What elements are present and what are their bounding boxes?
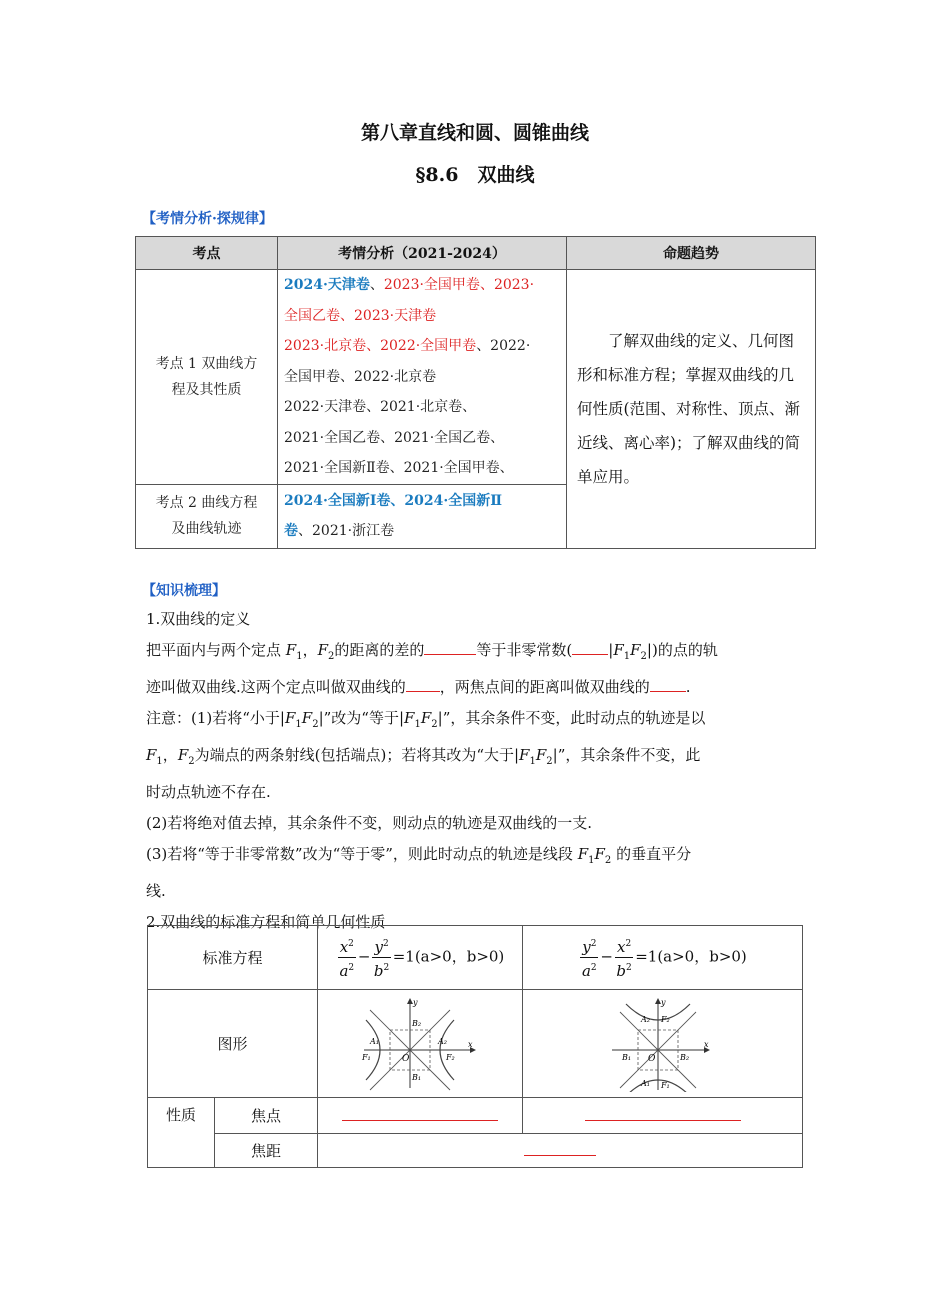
analysis-2-line-2: 卷、2021·浙江卷 <box>284 523 395 539</box>
section-title: §8.6 双曲线 <box>415 164 535 186</box>
analysis-2 <box>278 484 567 548</box>
source-segment: 2024·天津卷 <box>284 277 370 293</box>
k1-note-line-2: $F_1$，$F_2$为端点的两条射线(包括端点)；若将其改为“大于$|F_1F_2|$”，其余条件不变，此 <box>146 746 701 767</box>
svg-text:x: x <box>703 1039 709 1049</box>
source-segment: 全国乙卷 <box>284 307 340 324</box>
svg-text:y: y <box>660 997 666 1007</box>
hyperbola-vertical-figure <box>608 996 718 1092</box>
source-segment: 2023·北京卷 <box>284 338 367 354</box>
k1-title: 1.双曲线的定义 <box>146 610 251 628</box>
analysis-1-line-5: 2022·天津卷、2021·北京卷、 <box>284 399 477 415</box>
svg-text:O: O <box>402 1053 410 1064</box>
svg-text:F₁: F₁ <box>660 1080 670 1090</box>
analysis-1-line-2 <box>284 301 560 332</box>
trend-text: 了解双曲线的定义、几何图形和标准方程；掌握双曲线的几何性质(范围、对称性、顶点、渐近线、离心率)；了解双曲线的简单应用。 <box>567 270 816 549</box>
dist-blank <box>318 1134 803 1168</box>
row-prop-label: 性质 <box>148 1098 215 1168</box>
svg-text:B₂: B₂ <box>679 1052 689 1062</box>
chapter-title: 第八章直线和圆、圆锥曲线 <box>360 122 589 144</box>
source-segment: 、 <box>366 338 381 354</box>
source-segment: 、2022· <box>476 338 531 354</box>
eq-vertical: $\frac{y^2}{a^2}$ − $\frac{x^2}{b^2}$ =1(a>0，b>0) <box>523 926 803 990</box>
analysis-1 <box>278 270 567 485</box>
graph-vertical <box>523 990 803 1098</box>
col-header-analysis: 考情分析（2021-2024） <box>278 237 567 270</box>
col-header-point: 考点 <box>136 237 278 270</box>
hyperbola-horizontal-figure <box>360 996 480 1092</box>
analysis-heading: 【考情分析·探规律】 <box>142 211 273 227</box>
k1-note-line-5: (3)若将“等于非零常数”改为“等于零”，则此时动点的轨迹是线段 $F_1F_2$ 的垂直平分 <box>146 845 692 866</box>
k2-title: 2.双曲线的标准方程和简单几何性质 <box>146 913 386 931</box>
svg-text:F₂: F₂ <box>660 1014 670 1024</box>
analysis-1-line-1 <box>284 270 560 301</box>
source-segment: 2023· <box>493 277 535 293</box>
row-focus-label: 焦点 <box>215 1098 318 1134</box>
svg-text:F₁: F₁ <box>362 1052 371 1062</box>
source-segment: 2022·全国甲卷 <box>380 338 477 354</box>
source-segment: 2023·全国甲卷 <box>383 277 480 293</box>
k1-para-line-1: 把平面内与两个定点 $F_1$，$F_2$的距离的差的 等于非零常数( $|F_1F_2|$)的点的轨 <box>146 641 718 662</box>
source-segment: 、 <box>479 277 494 293</box>
knowledge-heading: 【知识梳理】 <box>142 583 226 599</box>
svg-text:A₂: A₂ <box>438 1036 447 1046</box>
analysis-1-line-4: 全国甲卷、2022·北京卷 <box>284 368 437 385</box>
svg-text:y: y <box>413 997 418 1007</box>
k1-note-line-3: 时动点轨迹不存在. <box>146 783 271 801</box>
analysis-1-line-3 <box>284 331 560 362</box>
svg-text:F₂: F₂ <box>446 1052 455 1062</box>
eq-horizontal: $\frac{x^2}{a^2}$ − $\frac{y^2}{b^2}$ =1(a>0，b>0) <box>318 926 523 990</box>
k1-note-line-4: (2)若将绝对值去掉，其余条件不变，则动点的轨迹是双曲线的一支. <box>146 814 593 832</box>
point-2: 考点 2 曲线方程及曲线轨迹 <box>136 484 278 548</box>
focus-blank-vertical <box>523 1098 803 1134</box>
svg-text:A₁: A₁ <box>640 1078 650 1088</box>
focus-blank-horizontal <box>318 1098 523 1134</box>
k1-note-line-6: 线. <box>146 882 166 900</box>
svg-text:B₂: B₂ <box>412 1018 422 1028</box>
graph-horizontal <box>318 990 523 1098</box>
svg-text:A₁: A₁ <box>370 1036 379 1046</box>
svg-text:A₂: A₂ <box>640 1014 650 1024</box>
source-segment: 、 <box>369 277 384 293</box>
point-1: 考点 1 双曲线方程及其性质 <box>136 270 278 485</box>
knowledge-section-1 <box>146 604 806 938</box>
row-std-label: 标准方程 <box>148 926 318 990</box>
analysis-1-line-6: 2021·全国乙卷、2021·全国乙卷、 <box>284 429 505 446</box>
row-dist-label: 焦距 <box>215 1134 318 1168</box>
analysis-1-line-7: 2021·全国新Ⅱ卷、2021·全国甲卷、 <box>284 460 514 476</box>
source-segment: 、 <box>340 307 354 324</box>
svg-text:B₁: B₁ <box>412 1072 422 1082</box>
svg-text:O: O <box>647 1053 655 1064</box>
svg-text:x: x <box>468 1039 473 1049</box>
analysis-table <box>135 236 816 549</box>
analysis-2-line-1: 2024·全国新Ⅰ卷、2024·全国新Ⅱ <box>284 492 503 509</box>
properties-table <box>147 925 803 1168</box>
k1-note-line-1: 注意：(1)若将“小于$|F_1F_2|$”改为“等于$|F_1F_2|$”，其余条件不变，此时动点的轨迹是以 <box>146 709 706 730</box>
row-graph-label: 图形 <box>148 990 318 1098</box>
col-header-trend: 命题趋势 <box>567 237 816 270</box>
svg-text:B₁: B₁ <box>621 1052 631 1062</box>
k1-para-line-2: 迹叫做双曲线.这两个定点叫做双曲线的 ，两焦点间的距离叫做双曲线的 . <box>146 678 691 696</box>
source-segment: 2023·天津卷 <box>354 307 437 324</box>
